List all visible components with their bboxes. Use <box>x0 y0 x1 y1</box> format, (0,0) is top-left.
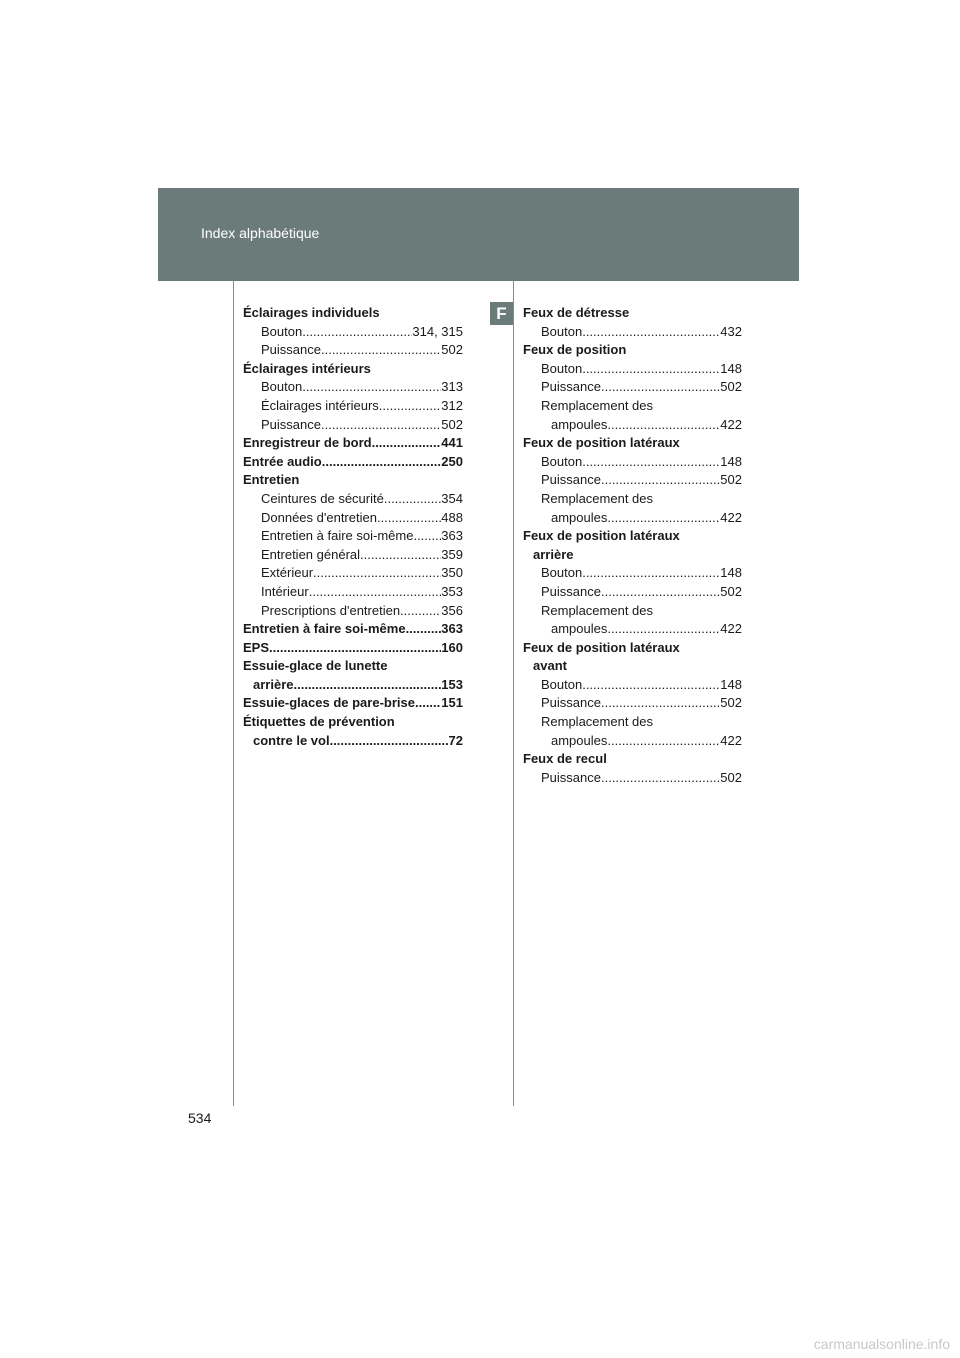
index-entry-page: 502 <box>720 472 742 488</box>
index-entry-page: 356 <box>441 602 463 618</box>
dot-leader <box>302 378 441 397</box>
page-number: 534 <box>188 1110 212 1126</box>
index-entry-page: 502 <box>441 416 463 432</box>
index-entry-term: Puissance <box>261 416 321 432</box>
index-entry-page: 250 <box>441 453 463 469</box>
dot-leader <box>360 546 441 565</box>
index-entry-term: Essuie-glace de lunette <box>243 658 388 674</box>
dot-leader <box>601 378 720 397</box>
index-entry <box>243 397 463 416</box>
index-entry <box>523 750 742 769</box>
index-entry-page: 148 <box>720 453 742 469</box>
index-entry <box>523 323 742 342</box>
index-entry-term: arrière <box>533 546 574 562</box>
index-entry-page: 148 <box>720 676 742 692</box>
index-entry-term: Bouton <box>541 676 583 692</box>
index-entry-term: Bouton <box>261 323 303 339</box>
index-entry-term: Prescriptions d'entretien <box>261 602 401 618</box>
index-entry-term: Feux de position <box>523 342 627 358</box>
index-entry-term: avant <box>533 658 567 674</box>
index-entry <box>243 657 463 676</box>
index-entry-term: Puissance <box>541 583 601 599</box>
index-entry-page: 359 <box>441 546 463 562</box>
index-entry <box>243 676 463 695</box>
index-entry-term: arrière <box>253 676 294 692</box>
index-entry-term: Éclairages intérieurs <box>261 397 379 413</box>
index-entry <box>243 434 463 453</box>
index-entry-term: Bouton <box>261 379 303 395</box>
index-entry-page: 353 <box>441 583 463 599</box>
index-entry <box>523 471 742 490</box>
dot-leader <box>372 434 442 453</box>
index-entry <box>523 583 742 602</box>
dot-leader <box>400 602 441 621</box>
index-entry-term: Ceintures de sécurité <box>261 490 384 506</box>
index-entry-page: 502 <box>441 342 463 358</box>
header-title: Index alphabétique <box>201 225 320 241</box>
watermark: carmanualsonline.info <box>813 1336 950 1352</box>
index-entry-term: Remplacement des <box>541 714 653 730</box>
index-entry-page: 363 <box>441 528 463 544</box>
index-entry-term: Feux de position latéraux <box>523 435 680 451</box>
index-entry <box>523 378 742 397</box>
index-entry <box>523 620 742 639</box>
index-entry <box>523 657 742 676</box>
index-entry <box>523 564 742 583</box>
index-entry-page: 153 <box>441 676 463 692</box>
index-entry-term: EPS <box>243 639 270 655</box>
index-entry <box>243 732 463 751</box>
index-entry <box>243 713 463 732</box>
index-entry-page: 502 <box>720 583 742 599</box>
index-entry-term: ampoules <box>551 621 608 637</box>
index-entry-term: Bouton <box>541 323 583 339</box>
index-entry-term: Bouton <box>541 360 583 376</box>
index-entry-term: contre le vol <box>253 732 330 748</box>
index-entry-page: 488 <box>441 509 463 525</box>
dot-leader <box>379 397 442 416</box>
dot-leader <box>302 323 412 342</box>
index-entry <box>523 676 742 695</box>
index-entry-term: Puissance <box>261 342 321 358</box>
index-entry-term: Éclairages intérieurs <box>243 360 371 376</box>
index-entry-term: Données d'entretien <box>261 509 377 525</box>
dot-leader <box>293 676 441 695</box>
index-entry <box>243 416 463 435</box>
index-entry-term: Essuie-glaces de pare-brise <box>243 695 415 711</box>
dot-leader <box>415 694 441 713</box>
index-entry-page: 350 <box>441 565 463 581</box>
index-entry-term: Entretien <box>243 472 300 488</box>
index-entry <box>243 602 463 621</box>
dot-leader <box>330 732 449 751</box>
index-entry-term: Puissance <box>541 695 601 711</box>
index-entry <box>243 509 463 528</box>
dot-leader <box>582 564 720 583</box>
dot-leader <box>582 323 720 342</box>
index-entry <box>523 453 742 472</box>
index-entry <box>523 434 742 453</box>
page-header <box>158 188 799 281</box>
dot-leader <box>321 341 441 360</box>
index-entry-term: Puissance <box>541 379 601 395</box>
index-entry <box>243 304 463 323</box>
index-entry-term: Feux de position latéraux <box>523 528 680 544</box>
index-entry-term: Remplacement des <box>541 490 653 506</box>
index-entry <box>243 620 463 639</box>
dot-leader <box>607 620 720 639</box>
index-entry-term: Puissance <box>541 769 601 785</box>
index-entry <box>243 694 463 713</box>
index-entry-term: ampoules <box>551 416 608 432</box>
dot-leader <box>601 583 720 602</box>
index-entry <box>523 397 742 416</box>
index-entry-term: Feux de détresse <box>523 305 630 320</box>
index-entry <box>243 453 463 472</box>
dot-leader <box>601 694 720 713</box>
dot-leader <box>377 509 441 528</box>
index-entry-term: Entrée audio <box>243 453 322 469</box>
index-entry <box>523 341 742 360</box>
index-entry-term: Enregistreur de bord <box>243 435 372 451</box>
dot-leader <box>406 620 442 639</box>
index-entry-page: 72 <box>448 732 463 748</box>
index-entry-page: 441 <box>441 435 463 451</box>
index-entry-page: 422 <box>720 732 742 748</box>
index-entry <box>523 713 742 732</box>
index-entry <box>243 564 463 583</box>
dot-leader <box>269 639 441 658</box>
index-entry-page: 151 <box>441 695 463 711</box>
index-entry <box>243 546 463 565</box>
index-entry-page: 432 <box>720 323 742 339</box>
index-entry-term: Intérieur <box>261 583 309 599</box>
dot-leader <box>321 416 441 435</box>
index-entry-page: 502 <box>720 769 742 785</box>
index-entry <box>523 416 742 435</box>
index-entry-page: 312 <box>441 397 463 413</box>
index-entry-term: Feux de position latéraux <box>523 639 680 655</box>
dot-leader <box>413 527 441 546</box>
dot-leader <box>607 416 720 435</box>
index-entry-term: Puissance <box>541 472 601 488</box>
index-entry <box>243 323 463 342</box>
index-entry <box>243 583 463 602</box>
index-entry-term: ampoules <box>551 732 608 748</box>
index-entry-term: Remplacement des <box>541 397 653 413</box>
index-entry <box>243 471 463 490</box>
index-column-left <box>243 304 463 750</box>
column-divider <box>513 281 514 1106</box>
dot-leader <box>601 471 720 490</box>
dot-leader <box>607 509 720 528</box>
index-entry-term: Remplacement des <box>541 602 653 618</box>
index-entry-page: 160 <box>441 639 463 655</box>
index-entry <box>523 527 742 546</box>
index-entry-page: 502 <box>720 379 742 395</box>
index-column-right <box>523 304 742 787</box>
index-entry-page: 314, 315 <box>412 323 463 339</box>
index-entry <box>523 694 742 713</box>
dot-leader <box>384 490 441 509</box>
index-entry <box>523 509 742 528</box>
index-entry-page: 422 <box>720 621 742 637</box>
dot-leader <box>582 360 720 379</box>
index-entry <box>523 546 742 565</box>
dot-leader <box>309 583 442 602</box>
index-entry <box>243 527 463 546</box>
index-entry-term: Étiquettes de prévention <box>243 714 395 730</box>
index-entry-term: Extérieur <box>261 565 314 581</box>
index-entry <box>523 602 742 621</box>
index-entry-page: 363 <box>441 621 463 637</box>
index-entry <box>243 341 463 360</box>
index-entry-term: Feux de recul <box>523 751 607 767</box>
index-entry-term: Bouton <box>541 565 583 581</box>
index-entry <box>243 490 463 509</box>
index-entry-page: 313 <box>441 379 463 395</box>
index-entry-term: ampoules <box>551 509 608 525</box>
dot-leader <box>313 564 441 583</box>
index-entry-term: Entretien à faire soi-même <box>261 528 414 544</box>
index-entry <box>523 732 742 751</box>
index-entry <box>523 304 742 323</box>
index-entry-page: 422 <box>720 416 742 432</box>
dot-leader <box>607 732 720 751</box>
dot-leader <box>582 453 720 472</box>
dot-leader <box>582 676 720 695</box>
index-entry-term: Entretien à faire soi-même <box>243 621 406 637</box>
index-entry-term: Bouton <box>541 453 583 469</box>
dot-leader <box>601 769 720 788</box>
index-entry <box>523 769 742 788</box>
index-entry <box>243 360 463 379</box>
index-entry-page: 354 <box>441 490 463 506</box>
index-entry <box>243 639 463 658</box>
dot-leader <box>322 453 442 472</box>
index-entry-page: 148 <box>720 360 742 376</box>
index-entry-page: 422 <box>720 509 742 525</box>
index-entry <box>523 360 742 379</box>
index-entry <box>523 490 742 509</box>
index-entry <box>523 639 742 658</box>
section-letter-tab: F <box>490 302 513 325</box>
left-margin-rule <box>233 281 234 1106</box>
index-entry-page: 502 <box>720 695 742 711</box>
index-entry <box>243 378 463 397</box>
index-entry-term: Éclairages individuels <box>243 305 380 320</box>
index-entry-page: 148 <box>720 565 742 581</box>
index-entry-term: Entretien général <box>261 546 361 562</box>
